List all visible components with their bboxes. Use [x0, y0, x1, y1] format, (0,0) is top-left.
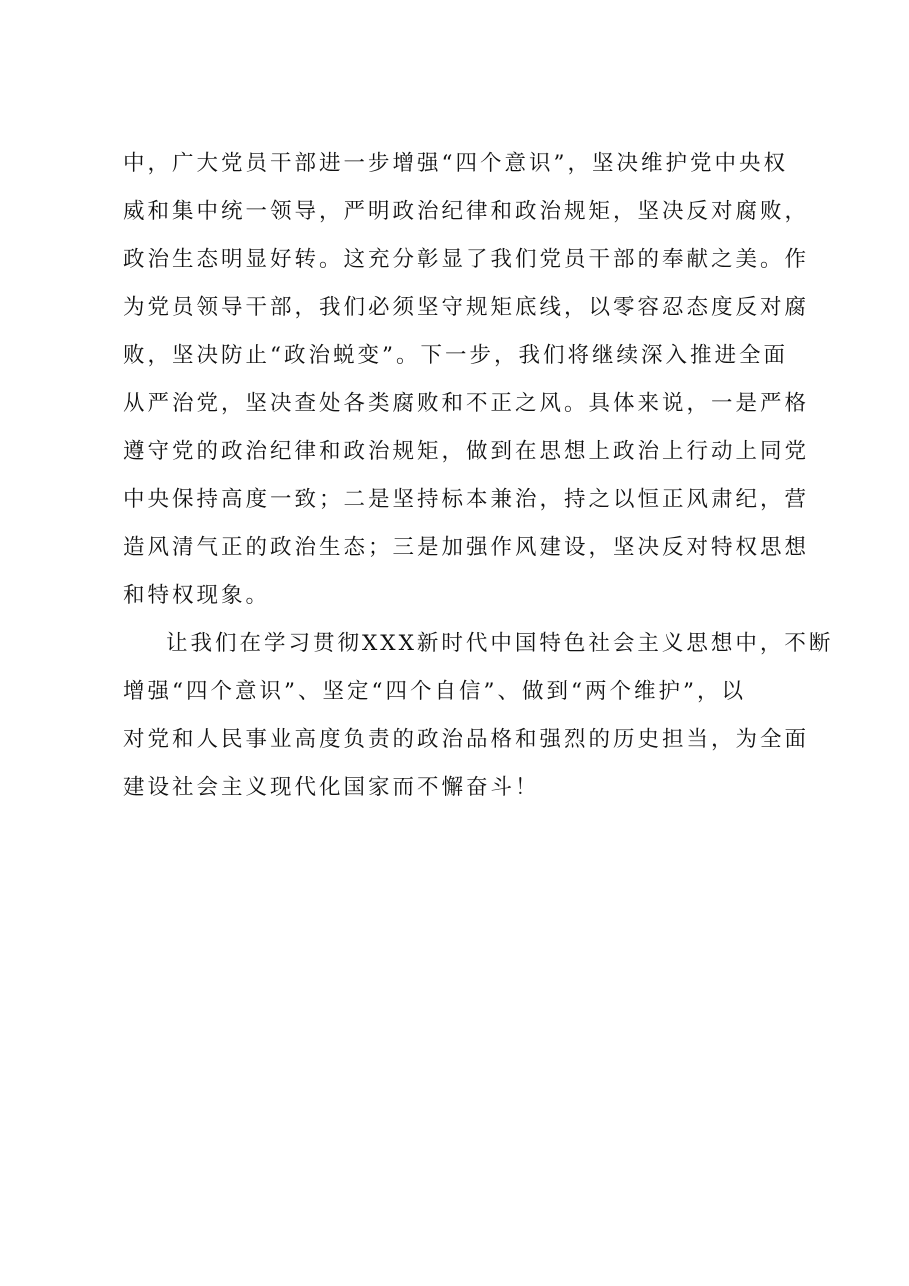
paragraph-line: 对党和人民事业高度负责的政治品格和强烈的历史担当，为全面 — [123, 727, 810, 752]
paragraph-line: 和特权现象。 — [123, 583, 271, 608]
paragraph-2 — [123, 620, 834, 812]
document-body — [123, 140, 834, 812]
paragraph-line: 从严治党，坚决查处各类腐败和不正之风。具体来说，一是严格 — [123, 391, 810, 416]
paragraph-line: 中央保持高度一致；二是坚持标本兼治，持之以恒正风肃纪，营 — [123, 487, 810, 512]
paragraph-line: 政治生态明显好转。这充分彰显了我们党员干部的奉献之美。作 — [123, 247, 810, 272]
paragraph-line: 威和集中统一领导，严明政治纪律和政治规矩，坚决反对腐败， — [123, 199, 810, 224]
paragraph-line: 建设社会主义现代化国家而不懈奋斗！ — [123, 775, 540, 800]
paragraph-line: 为党员领导干部，我们必须坚守规矩底线，以零容忍态度反对腐 — [123, 295, 810, 320]
paragraph-1 — [123, 140, 810, 620]
paragraph-line: 让我们在学习贯彻XXX新时代中国特色社会主义思想中，不断 — [166, 631, 834, 656]
paragraph-line: 造风清气正的政治生态；三是加强作风建设，坚决反对特权思想 — [123, 535, 810, 560]
paragraph-line: 败，坚决防止“政治蜕变”。下一步，我们将继续深入推进全面 — [123, 343, 788, 368]
paragraph-line: 增强“四个意识”、坚定“四个自信”、做到“两个维护”，以 — [123, 679, 746, 704]
paragraph-line: 遵守党的政治纪律和政治规矩，做到在思想上政治上行动上同党 — [123, 439, 810, 464]
paragraph-line: 中，广大党员干部进一步增强“四个意识”，坚决维护党中央权 — [123, 151, 788, 176]
